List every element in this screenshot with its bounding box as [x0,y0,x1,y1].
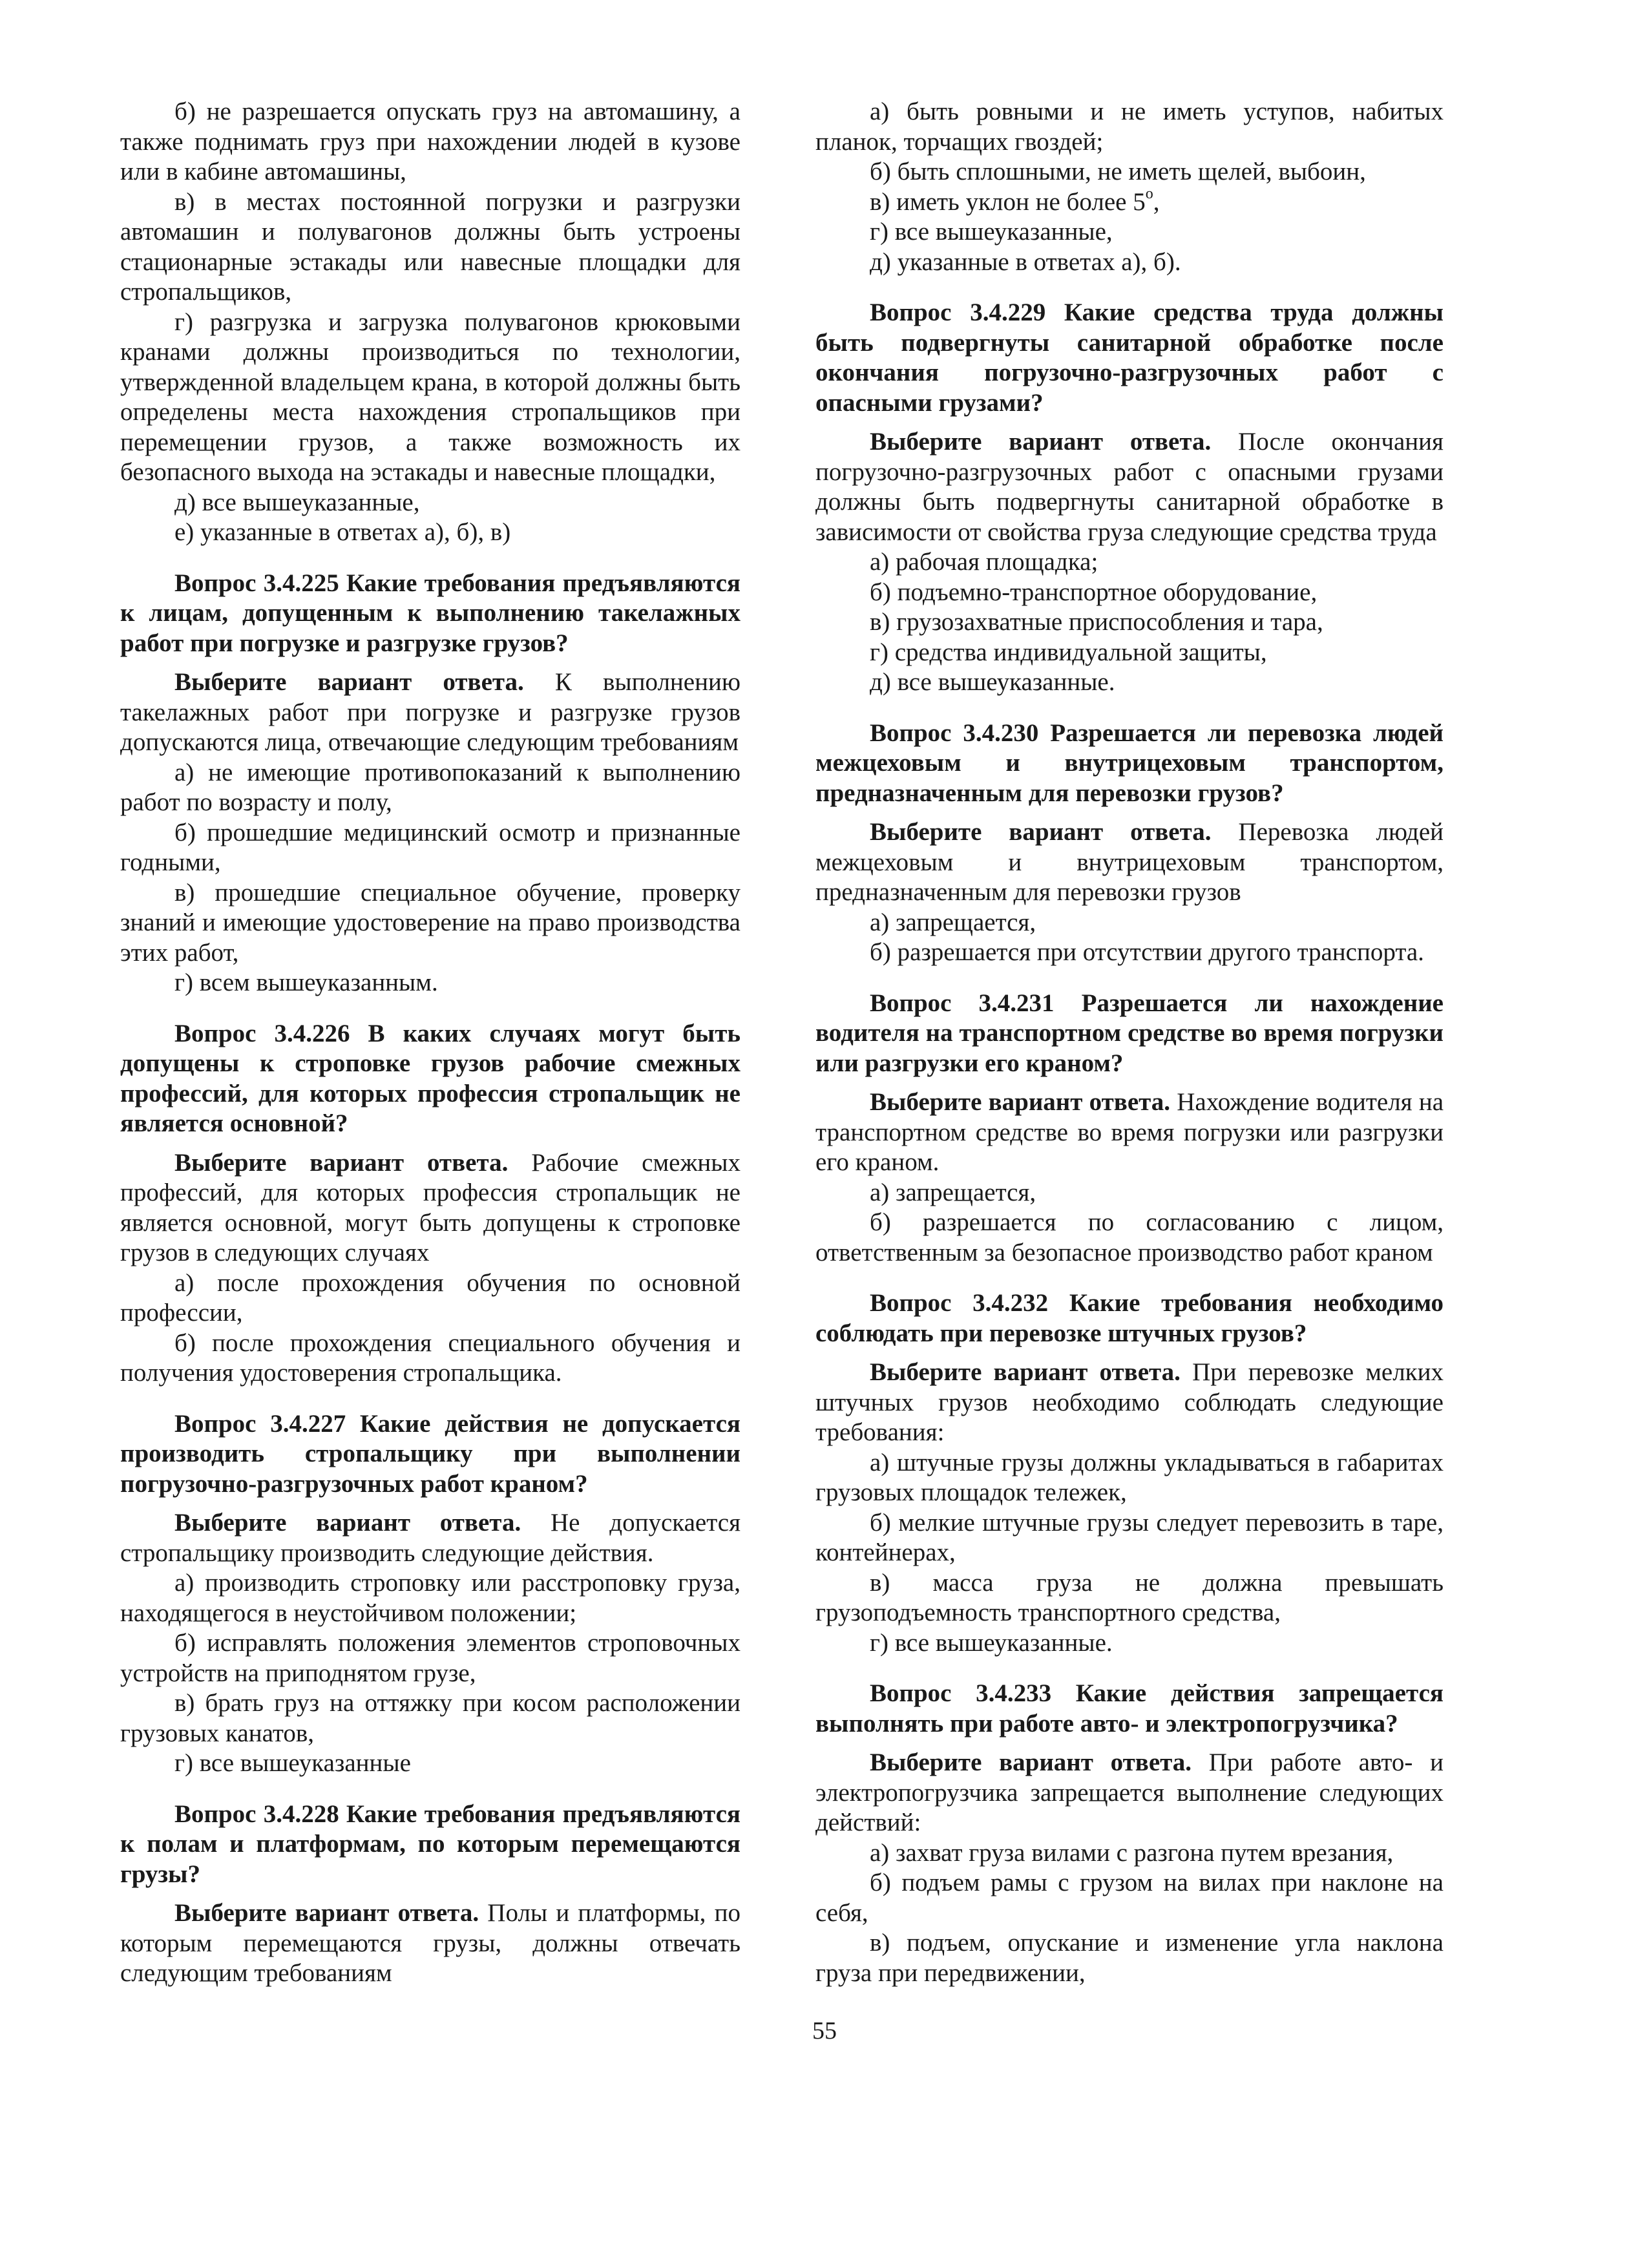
answer-intro [815,427,1444,547]
answer-option: в) масса груза не должна превышать грузоподъемность транспортного средства, [815,1568,1444,1626]
answer-option: г) средства индивидуальной защиты, [870,638,1267,666]
question-heading: Вопрос 3.4.232 Какие требования необходимо соблюдать при перевозке штучных грузов? [815,1289,1444,1347]
answer-option: в) грузозахватные приспособления и тара, [870,608,1323,636]
answer-option: в) в местах постоянной погрузки и разгрузки автомашин и полувагонов должны быть устроены стационарные эстакады или навесные площадки для стропальщиков, [120,187,740,306]
question-heading: Вопрос 3.4.229 Какие средства труда должны быть подвергнуты санитарной обработке после окончания погрузочно-разгрузочных работ с опасными грузами? [815,299,1444,417]
left-column [120,97,740,1989]
answer-option: в) подъем, опускание и изменение угла наклона груза при передвижении, [815,1929,1444,1987]
question-heading: Вопрос 3.4.231 Разрешается ли нахождение водителя на транспортном средстве во время погрузки или разгрузки его краном? [815,989,1444,1077]
answer-intro [815,1358,1444,1448]
answer-option: г) разгрузка и загрузка полувагонов крюковыми кранами должны производиться по технологии, утвержденной владельцем крана, в которой должны быть определены места нахождения стропальщиков при перемещении грузов, а также возможность их безопасного выхода на эстакады и навесные площадки, [120,308,740,486]
answer-lead: Выберите вариант ответа. [174,1148,509,1177]
answer-option: д) указанные в ответах а), б). [870,247,1181,276]
answer-option: г) все вышеуказанные. [870,1628,1113,1657]
answer-intro [120,1148,740,1268]
answer-intro [815,817,1444,908]
answer-option: б) подъемно-транспортное оборудование, [870,578,1318,606]
answer-option-punct: , [1153,187,1160,216]
answer-option: а) запрещается, [870,1178,1036,1206]
answer-option-text: в) иметь уклон не более 5 [870,187,1146,216]
page-number: 55 [812,2017,837,2044]
question-heading: Вопрос 3.4.225 Какие требования предъявляются к лицам, допущенным к выполнению такелажных работ при погрузке и разгрузке грузов? [120,569,740,657]
answer-lead: Выберите вариант ответа. [870,1748,1192,1776]
question-heading: Вопрос 3.4.233 Какие действия запрещается выполнять при работе авто- и электропогрузчика? [815,1679,1444,1738]
answer-intro-text: Не допускается стропальщику производить следующие действия. [120,1509,741,1567]
answer-option: а) запрещается, [870,908,1036,936]
answer-option: д) все вышеуказанные, [174,488,420,516]
answer-lead: Выберите вариант ответа. [174,1899,479,1927]
answer-lead: Выберите вариант ответа. [174,668,524,696]
answer-option: г) все вышеуказанные, [870,218,1113,246]
answer-intro-text: Перевозка людей межцеховым и внутрицеховым транспортом, предназначенным для перевозки грузов [815,818,1444,906]
answer-intro-text: Полы и платформы, по которым перемещаются грузы, должны отвечать следующим требованиям [120,1899,740,1987]
question-heading: Вопрос 3.4.227 Какие действия не допускается производить стропальщику при выполнении погрузочно-разгрузочных работ краном? [120,1409,740,1498]
answer-intro-text: К выполнению такелажных работ при погрузке и разгрузке грузов допускаются лица, отвечающие следующим требованиям [120,668,740,756]
answer-intro-text: Нахождение водителя на транспортном средстве во время погрузки или разгрузки его краном. [815,1088,1444,1176]
answer-option: б) исправлять положения элементов строповочных устройств на приподнятом грузе, [120,1629,740,1687]
answer-option: б) быть сплошными, не иметь щелей, выбоин, [870,158,1366,185]
answer-option: г) всем вышеуказанным. [174,969,438,996]
question-heading: Вопрос 3.4.228 Какие требования предъявляются к полам и платформам, по которым перемещаются грузы? [120,1800,740,1888]
answer-option: а) производить строповку или расстроповку груза, находящегося в неустойчивом положении; [120,1569,740,1627]
right-column [815,97,1444,1988]
answer-option: г) все вышеуказанные [174,1749,411,1777]
answer-intro-text: При работе авто- и электропогрузчика запрещается выполнение следующих действий: [815,1748,1444,1836]
answer-option: а) штучные грузы должны укладываться в габаритах грузовых площадок тележек, [815,1448,1444,1506]
answer-intro-text: После окончания погрузочно-разгрузочных работ с опасными грузами должны быть подвергнуты санитарной обработке в зависимости от свойства груза следующие средства труда [815,428,1444,546]
answer-option [815,187,1444,218]
answer-option: в) прошедшие специальное обучение, проверку знаний и имеющие удостоверение на право производства этих работ, [120,878,740,967]
answer-intro-text: При перевозке мелких штучных грузов необходимо соблюдать следующие требования: [815,1358,1444,1446]
answer-lead: Выберите вариант ответа. [870,1088,1171,1116]
degree-superscript: о [1145,185,1153,202]
answer-intro-text: Рабочие смежных профессий, для которых профессия стропальщик не является основной, могут быть допущены к строповке грузов в следующих случаях [120,1148,740,1266]
answer-option: б) не разрешается опускать груз на автомашину, а также поднимать груз при нахождении людей в кузове или в кабине автомашины, [120,98,740,185]
answer-lead: Выберите вариант ответа. [174,1509,521,1537]
answer-option: б) разрешается при отсутствии другого транспорта. [870,938,1424,966]
answer-option: а) не имеющие противопоказаний к выполнению работ по возрасту и полу, [120,758,740,816]
answer-option: а) захват груза вилами с разгона путем врезания, [870,1838,1394,1867]
answer-intro [120,667,740,758]
question-heading: Вопрос 3.4.230 Разрешается ли перевозка людей межцеховым и внутрицеховым транспортом, предназначенным для перевозки грузов? [815,719,1444,807]
answer-intro [815,1087,1444,1178]
answer-option: а) рабочая площадка; [870,548,1098,576]
answer-option: б) разрешается по согласованию с лицом, ответственным за безопасное производство работ краном [815,1208,1444,1266]
answer-option: д) все вышеуказанные. [870,668,1115,696]
answer-intro [120,1508,740,1568]
answer-option: а) после прохождения обучения по основной профессии, [120,1268,740,1327]
answer-option: в) брать груз на оттяжку при косом расположении грузовых канатов, [120,1689,740,1747]
answer-lead: Выберите вариант ответа. [870,818,1212,846]
answer-lead: Выберите вариант ответа. [870,428,1212,456]
answer-option: б) после прохождения специального обучения и получения удостоверения стропальщика. [120,1328,740,1387]
answer-intro [815,1748,1444,1838]
answer-option: б) подъем рамы с грузом на вилах при наклоне на себя, [815,1869,1444,1927]
answer-option: б) прошедшие медицинский осмотр и признанные годными, [120,818,740,876]
answer-option: а) быть ровными и не иметь уступов, набитых планок, торчащих гвоздей; [815,98,1444,156]
answer-option: б) мелкие штучные грузы следует перевозить в таре, контейнерах, [815,1508,1444,1566]
answer-lead: Выберите вариант ответа. [870,1358,1181,1386]
question-heading: Вопрос 3.4.226 В каких случаях могут быть допущены к строповке грузов рабочие смежных профессий, для которых профессия стропальщик не является основной? [120,1019,740,1137]
answer-option: е) указанные в ответах а), б), в) [174,518,511,546]
answer-intro [120,1898,740,1989]
